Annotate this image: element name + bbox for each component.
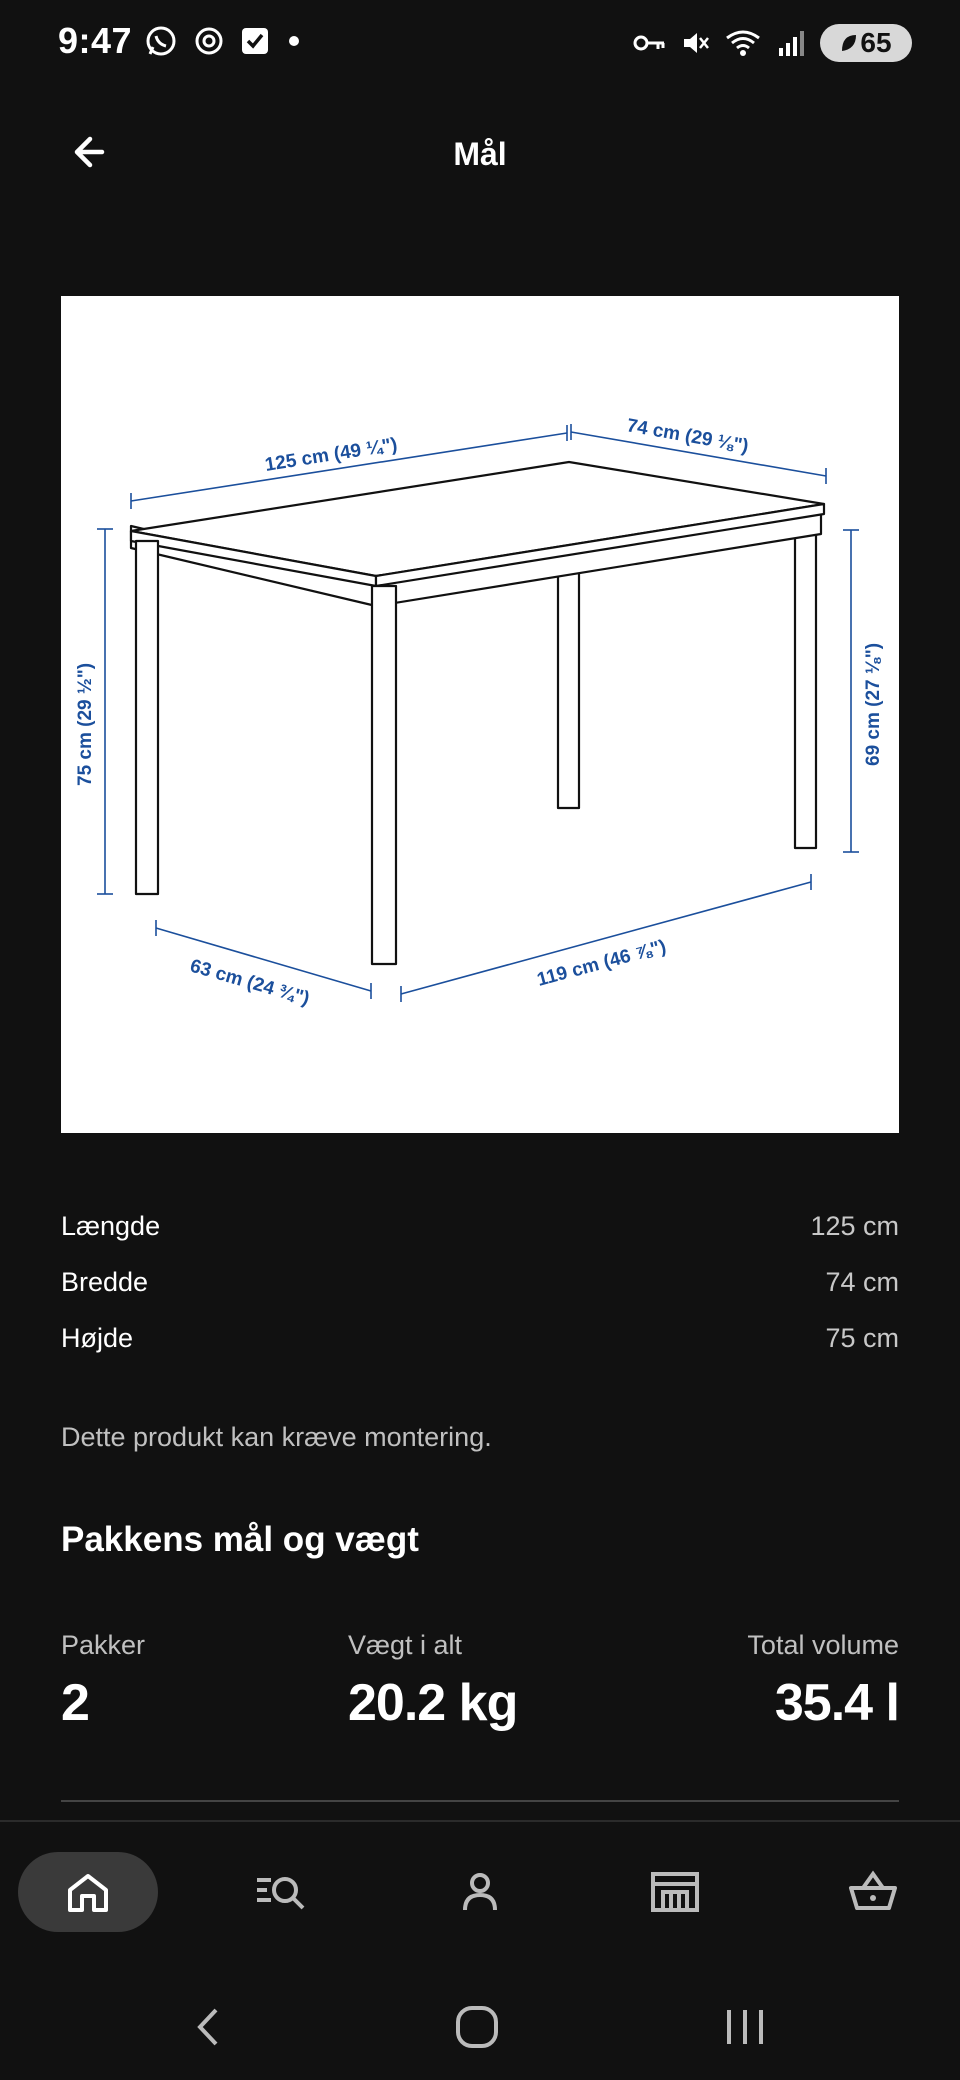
- system-home-button[interactable]: [447, 2002, 507, 2052]
- nav-search[interactable]: [213, 1852, 353, 1932]
- recents-icon: [715, 2002, 775, 2052]
- stat-value: 35.4 l: [774, 1674, 899, 1732]
- bottom-nav: [0, 1820, 960, 1964]
- system-nav: [0, 1962, 960, 2080]
- package-section-title: Pakkens mål og vægt: [61, 1520, 419, 1559]
- label-length-top: 125 cm (49 ¼"): [263, 434, 399, 476]
- dot-icon: [284, 26, 304, 56]
- chatgpt-icon: [192, 24, 226, 58]
- spec-row-length: [61, 1198, 899, 1254]
- spec-label: Længde: [61, 1210, 161, 1241]
- search-list-icon: [253, 1868, 313, 1916]
- stat-label: Total volume: [747, 1630, 899, 1660]
- nav-profile[interactable]: [410, 1852, 550, 1932]
- store-icon: [649, 1868, 701, 1916]
- page-title: Mål: [453, 136, 507, 172]
- label-width-top: 74 cm (29 ⅛"): [625, 415, 750, 458]
- header: [0, 100, 960, 210]
- nav-basket[interactable]: [803, 1852, 943, 1932]
- signal-icon: [776, 28, 806, 58]
- nav-store[interactable]: [605, 1852, 745, 1932]
- label-depth-bottom: 63 cm (24 ¾"): [187, 955, 312, 1010]
- assembly-note: Dette produkt kan kræve montering.: [61, 1422, 492, 1452]
- home-circle-icon: [447, 2002, 507, 2052]
- back-chevron-icon: [178, 2002, 238, 2052]
- spec-value: 74 cm: [825, 1266, 899, 1297]
- spec-label: Højde: [61, 1322, 134, 1353]
- dimension-specs: [61, 1198, 899, 1366]
- system-icons: [632, 24, 912, 62]
- profile-icon: [456, 1868, 504, 1916]
- status-bar: [0, 0, 960, 90]
- stat-value: 2: [61, 1674, 89, 1732]
- package-stats: [61, 1630, 899, 1730]
- battery-indicator: [820, 24, 912, 62]
- checkbox-icon: [240, 26, 270, 56]
- mute-icon: [680, 28, 710, 58]
- stat-volume: [747, 1630, 899, 1733]
- dimension-diagram: [61, 296, 899, 1133]
- whatsapp-icon: [144, 24, 178, 58]
- leaf-icon: [840, 33, 858, 53]
- basket-icon: [847, 1868, 899, 1916]
- stat-weight: [348, 1630, 517, 1733]
- stat-label: Pakker: [61, 1630, 146, 1660]
- nav-home[interactable]: [18, 1852, 158, 1932]
- divider: [61, 1800, 899, 1802]
- system-recents-button[interactable]: [715, 2002, 775, 2052]
- table-drawing: [61, 296, 899, 1133]
- home-icon: [64, 1868, 112, 1916]
- system-back-button[interactable]: [178, 2002, 238, 2052]
- stat-value: 20.2 kg: [348, 1674, 518, 1732]
- label-height-right: 69 cm (27 ⅛"): [863, 642, 884, 766]
- spec-value: 125 cm: [810, 1210, 899, 1241]
- battery-level: 65: [860, 27, 892, 58]
- key-icon: [632, 28, 666, 58]
- status-time: 9:47: [58, 20, 133, 61]
- stat-packages: [61, 1630, 145, 1733]
- label-length-bottom: 119 cm (46 ⅞"): [534, 936, 669, 991]
- spec-label: Bredde: [61, 1266, 149, 1297]
- wifi-icon: [724, 28, 762, 58]
- spec-row-height: [61, 1310, 899, 1366]
- spec-row-width: [61, 1254, 899, 1310]
- stat-label: Vægt i alt: [348, 1630, 463, 1660]
- notification-icons: [144, 24, 304, 58]
- label-height-left: 75 cm (29 ½"): [75, 662, 96, 786]
- spec-value: 75 cm: [825, 1322, 899, 1353]
